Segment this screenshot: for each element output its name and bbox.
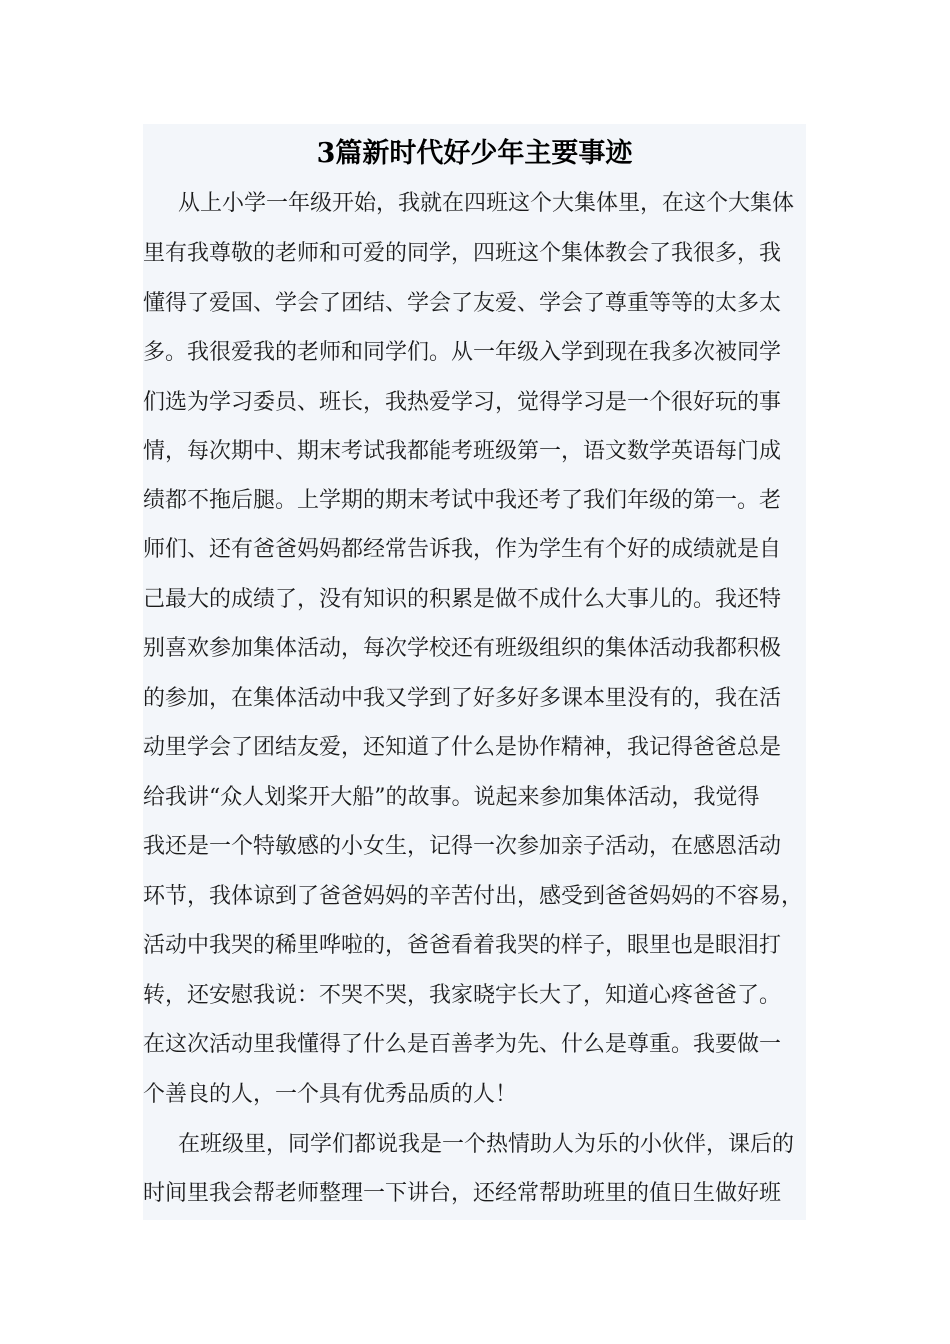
text-line: 己最大的成绩了，没有知识的积累是做不成什么大事儿的。我还特 [143,587,782,612]
text-line: 的参加，在集体活动中我又学到了好多好多课本里没有的，我在活 [143,686,782,711]
text-line: 们选为学习委员、班长，我热爱学习，觉得学习是一个很好玩的事 [143,390,782,415]
text-line: 里有我尊敬的老师和可爱的同学，四班这个集体教会了我很多，我 [143,241,782,266]
text-line: 在班级里，同学们都说我是一个热情助人为乐的小伙伴，课后的 [178,1132,795,1157]
text-line: 懂得了爱国、学会了团结、学会了友爱、学会了尊重等等的太多太 [143,291,782,316]
text-line: 活动中我哭的稀里哗啦的，爸爸看着我哭的样子，眼里也是眼泪打 [143,933,782,958]
text-line: 环节，我体谅到了爸爸妈妈的辛苦付出，感受到爸爸妈妈的不容易， [143,884,804,909]
text-line: 师们、还有爸爸妈妈都经常告诉我，作为学生有个好的成绩就是自 [143,537,782,562]
text-line: 别喜欢参加集体活动，每次学校还有班级组织的集体活动我都积极 [143,636,782,661]
text-line: 从上小学一年级开始，我就在四班这个大集体里，在这个大集体 [178,191,795,216]
text-line: 在这次活动里我懂得了什么是百善孝为先、什么是尊重。我要做一 [143,1032,782,1057]
text-line: 动里学会了团结友爱，还知道了什么是协作精神，我记得爸爸总是 [143,735,782,760]
text-line: 绩都不拖后腿。上学期的期末考试中我还考了我们年级的第一。老 [143,488,782,513]
text-line: 时间里我会帮老师整理一下讲台，还经常帮助班里的值日生做好班 [143,1181,782,1206]
text-line: 情，每次期中、期末考试我都能考班级第一，语文数学英语每门成 [143,439,782,464]
text-line: 我还是一个特敏感的小女生，记得一次参加亲子活动，在感恩活动 [143,834,782,859]
text-line: 转，还安慰我说：不哭不哭，我家晓宇长大了，知道心疼爸爸了。 [143,983,782,1008]
text-line: 多。我很爱我的老师和同学们。从一年级入学到现在我多次被同学 [143,340,782,365]
text-line: 个善良的人，一个具有优秀品质的人！ [143,1082,518,1107]
text-line: 给我讲“众人划桨开大船”的故事。说起来参加集体活动，我觉得 [143,785,760,810]
document-title: 3篇新时代好少年主要事迹 [316,138,633,169]
text-block [143,124,806,1220]
